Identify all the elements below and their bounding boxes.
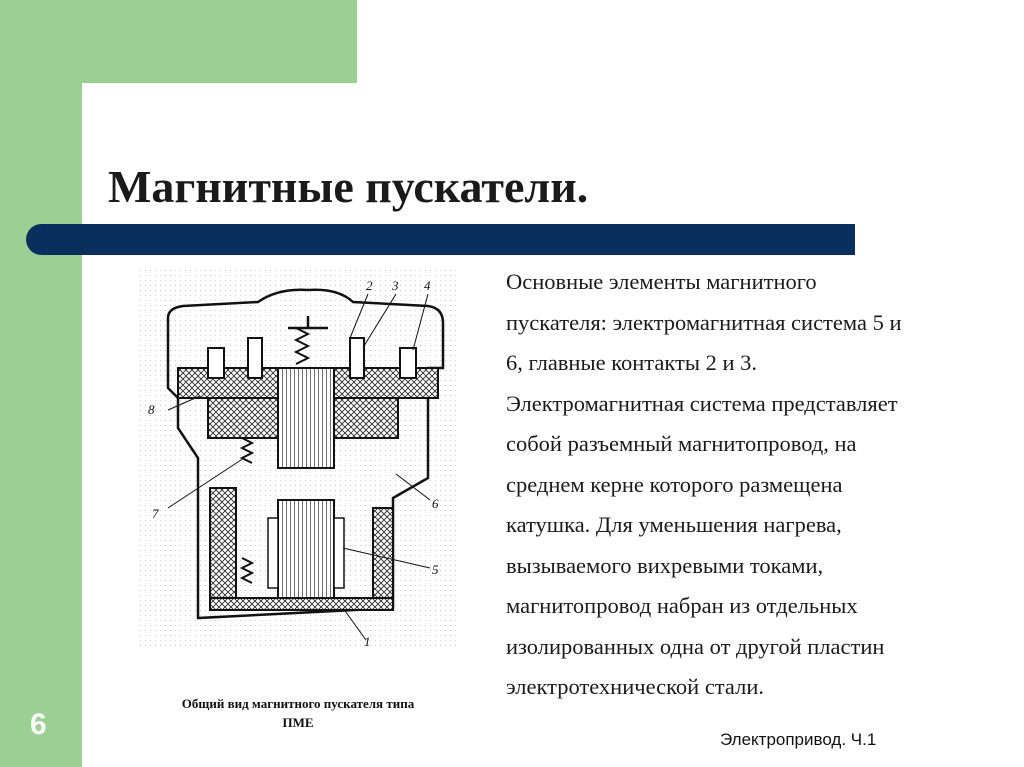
coil-left <box>268 518 278 588</box>
title-underline-bar <box>26 224 855 255</box>
body-line: среднем керне которого размещена <box>506 471 843 497</box>
label-6: 6 <box>432 496 439 511</box>
label-4: 4 <box>424 278 431 293</box>
body-text <box>506 262 1006 708</box>
figure-caption <box>138 694 458 732</box>
label-3: 3 <box>392 278 399 293</box>
slide-title: Магнитные пускатели. <box>108 161 589 212</box>
fixed-core <box>278 500 334 598</box>
contact-right <box>350 338 364 378</box>
housing-wall-right <box>373 508 393 608</box>
caption-line: Общий вид магнитного пускателя типа <box>181 696 415 711</box>
caption-line: ПМЕ <box>282 715 314 730</box>
body-line: катушка. Для уменьшения нагрева, <box>506 512 842 537</box>
body-line: пускателя: электромагнитная система 5 и <box>506 309 902 335</box>
starter-drawing <box>138 268 458 648</box>
housing-base <box>210 598 393 610</box>
label-2: 2 <box>366 278 373 293</box>
terminal-screw-right <box>400 348 416 378</box>
body-line: Основные элементы магнитного <box>506 269 817 294</box>
left-green-band <box>0 0 82 767</box>
body-line: магнитопровод набран из отдельных <box>506 593 858 618</box>
body-line: электротехнической стали. <box>506 674 764 699</box>
terminal-screw-left <box>208 348 224 378</box>
coil-right <box>334 518 344 588</box>
label-8: 8 <box>148 402 155 417</box>
body-line: собой разъемный магнитопровод, на <box>506 431 857 456</box>
footer-text: Электропривод. Ч.1 <box>720 730 877 749</box>
label-1: 1 <box>364 634 371 648</box>
label-7: 7 <box>152 506 159 521</box>
body-line: изолированных одна от другой пластин <box>506 633 885 659</box>
armature <box>278 368 334 468</box>
housing-wall-left <box>210 488 236 608</box>
body-line: 6, главные контакты 2 и 3. <box>506 350 757 375</box>
slide-number: 6 <box>30 708 47 741</box>
body-line: Электромагнитная система представляет <box>506 390 898 416</box>
label-5: 5 <box>432 562 439 577</box>
top-green-block <box>0 0 357 83</box>
body-line: вызываемого вихревыми токами, <box>506 552 824 578</box>
contact-left <box>248 338 262 378</box>
